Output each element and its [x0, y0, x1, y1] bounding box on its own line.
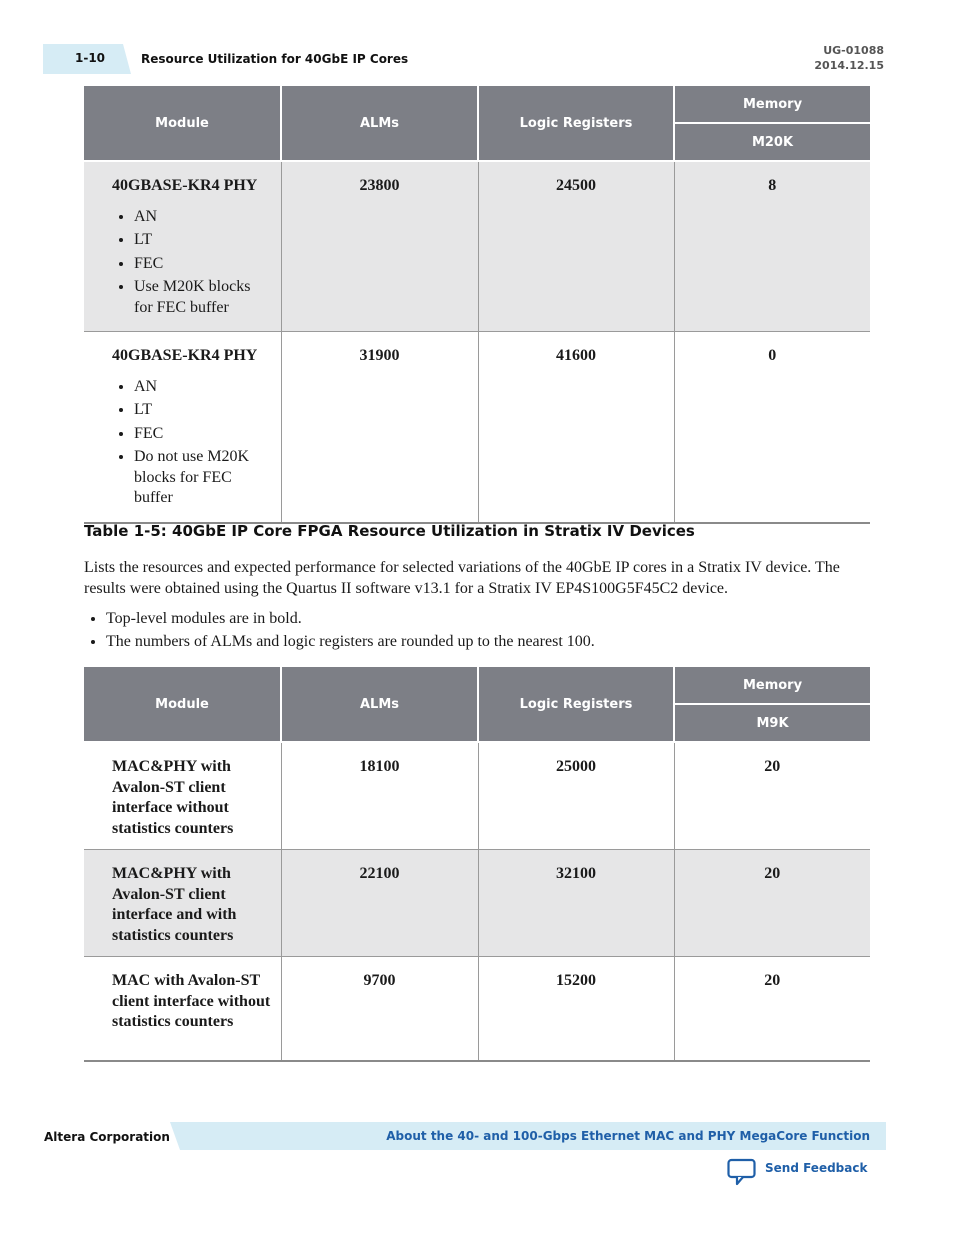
module-cell: MAC&PHY with Avalon-ST client interface without statistics counters [84, 742, 281, 850]
notes-list [84, 609, 595, 655]
header-module: Module [84, 85, 281, 161]
page-number: 1-10 [75, 51, 106, 65]
list-item: • The numbers of ALMs and logic registers are rounded up to the nearest 100. [106, 632, 595, 653]
header-memory-m9k: M9K [674, 704, 870, 742]
alms-cell: 9700 [281, 957, 478, 1061]
table-row [84, 742, 870, 850]
table-row [84, 957, 870, 1061]
section-title: Resource Utilization for 40GbE IP Cores [141, 52, 409, 66]
logic-registers-cell: 24500 [478, 161, 674, 332]
memory-cell: 0 [674, 332, 870, 523]
logic-registers-cell: 41600 [478, 332, 674, 523]
list-item: • FEC [134, 424, 271, 445]
table-description: Lists the resources and expected performance for selected variations of the 40GbE IP cores in a Stratix IV device. The results were obtained using the Quartus II software v13.1 for a Stratix IV EP4S100G5F45C2 device. [84, 559, 840, 597]
list-item: • LT [134, 230, 271, 251]
memory-cell: 20 [674, 850, 870, 957]
module-name: 40GBASE-KR4 PHY [112, 347, 258, 364]
header-module: Module [84, 666, 281, 742]
header-alms: ALMs [281, 666, 478, 742]
header-logic-registers: Logic Registers [478, 85, 674, 161]
module-cell: MAC with Avalon-ST client interface without statistics counters [84, 957, 281, 1061]
module-cell [84, 161, 281, 332]
memory-cell: 20 [674, 742, 870, 850]
table-row [84, 332, 870, 523]
speech-bubble-icon [727, 1158, 757, 1186]
document-date: 2014.12.15 [814, 59, 884, 72]
alms-cell: 31900 [281, 332, 478, 523]
module-options-list [112, 207, 271, 319]
logic-registers-cell: 15200 [478, 957, 674, 1061]
list-item: • LT [134, 400, 271, 421]
company-name: Altera Corporation [44, 1130, 170, 1144]
logic-registers-cell: 32100 [478, 850, 674, 957]
alms-cell: 23800 [281, 161, 478, 332]
header-memory-m20k: M20K [674, 123, 870, 161]
list-item: • FEC [134, 254, 271, 275]
module-name: 40GBASE-KR4 PHY [112, 177, 258, 194]
list-item: • Do not use M20K blocks for FEC buffer [134, 447, 271, 509]
list-item: • Top-level modules are in bold. [106, 609, 595, 630]
module-cell [84, 332, 281, 523]
list-item: • Use M20K blocks for FEC buffer [134, 277, 271, 318]
list-item: • AN [134, 207, 271, 228]
send-feedback-link[interactable] [727, 1158, 867, 1188]
table-caption: Table 1-5: 40GbE IP Core FPGA Resource Utilization in Stratix IV Devices [84, 522, 695, 540]
module-options-list [112, 377, 271, 509]
memory-cell: 20 [674, 957, 870, 1061]
header-memory: Memory [674, 85, 870, 123]
header-logic-registers: Logic Registers [478, 666, 674, 742]
header-memory: Memory [674, 666, 870, 704]
header-alms: ALMs [281, 85, 478, 161]
resource-table-m9k [84, 665, 870, 1062]
footer-document-title[interactable]: About the 40- and 100-Gbps Ethernet MAC and PHY MegaCore Function [386, 1129, 870, 1143]
table-row [84, 850, 870, 957]
document-id-block [814, 43, 884, 73]
document-id: UG-01088 [823, 44, 884, 57]
table-row [84, 161, 870, 332]
memory-cell: 8 [674, 161, 870, 332]
list-item: • AN [134, 377, 271, 398]
resource-table-m20k [84, 84, 870, 524]
send-feedback-label: Send Feedback [765, 1161, 868, 1175]
module-cell: MAC&PHY with Avalon-ST client interface and with statistics counters [84, 850, 281, 957]
alms-cell: 22100 [281, 850, 478, 957]
logic-registers-cell: 25000 [478, 742, 674, 850]
alms-cell: 18100 [281, 742, 478, 850]
